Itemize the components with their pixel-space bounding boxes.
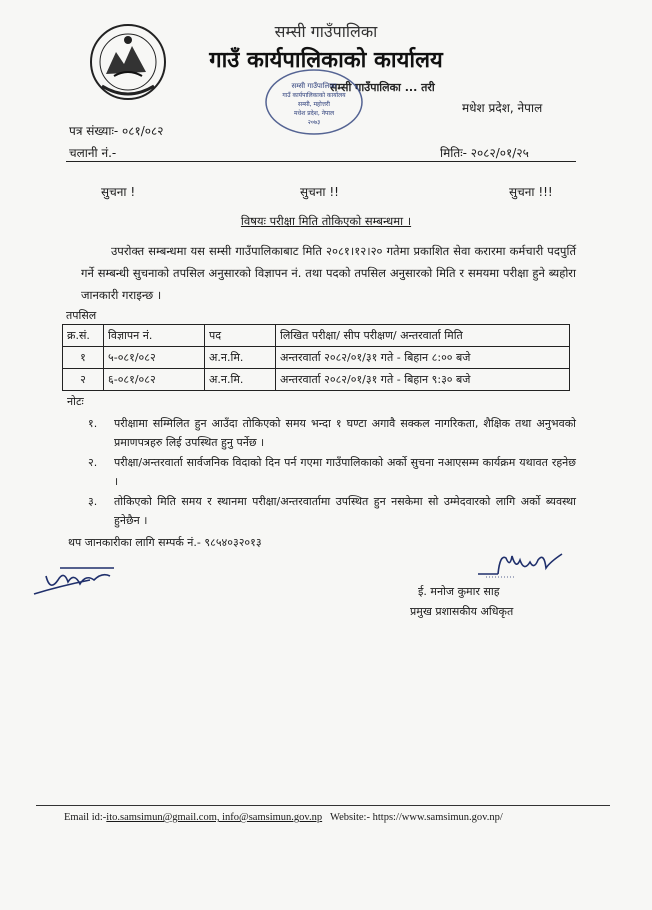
- notes-list: [88, 414, 576, 531]
- note-item: [88, 492, 576, 530]
- note-number: १.: [88, 417, 98, 430]
- website-label: Website:-: [330, 812, 370, 823]
- email-label: Email id:-: [64, 812, 107, 823]
- table-cell: अ.न.मि.: [205, 369, 276, 391]
- letter-date: मितिः- २०८२/०१/२५: [440, 146, 529, 160]
- subject-line: [0, 214, 652, 229]
- email-value[interactable]: ito.samsimun@gmail.com, info@samsimun.gov.np: [106, 812, 323, 823]
- notice-heading-3: सुचना !!!: [509, 185, 553, 199]
- table-cell: अ.न.मि.: [205, 347, 276, 369]
- table-header-cell: विज्ञापन नं.: [104, 325, 205, 347]
- table-caption: तपसिल: [66, 309, 97, 322]
- table-row: [63, 369, 570, 391]
- handwritten-mark: [30, 562, 130, 602]
- header-divider: [66, 161, 576, 162]
- notice-heading-2: सुचना !!: [300, 185, 339, 199]
- letter-number: पत्र संख्याः- ०८१/०८२: [69, 124, 164, 138]
- note-text: तोकिएको मिति समय र स्थानमा परीक्षा/अन्तरवार्तामा उपस्थित हुन नसकेमा सो उम्मेदवारको लागि अर्को ब्यवस्था हुनेछैन ।: [114, 495, 576, 527]
- stamp-line-1: सम्सी गाउँपालिका: [291, 82, 337, 90]
- body-paragraph: उपरोक्त सम्बन्धमा यस सम्सी गाउँपालिकाबाट मिति २०८१।१२।२० गतेमा प्रकाशित सेवा करारमा कर्मचारी पदपुर्ति गर्ने सम्बन्धी सुचनाको तपसिल अनुसारको विज्ञापन नं. तथा पदको तपसिल अनुसारको मिति र समयमा परीक्षा हुने ब्यहोरा जानकारी गराइन्छ ।: [81, 244, 576, 302]
- signer-name: ई. मनोज कुमार साह: [418, 585, 500, 598]
- subject-text: विषयः परीक्षा मिति तोकिएको सम्बन्धमा ।: [240, 214, 412, 228]
- footer-divider: [36, 805, 610, 806]
- table-header-cell: पद: [205, 325, 276, 347]
- table-header-row: [63, 325, 570, 347]
- contact-number: थप जानकारीका लागि सम्पर्क नं.- ९८५४०३२०१३: [68, 536, 262, 549]
- note-text: परीक्षा/अन्तरवार्ता सार्वजनिक विदाको दिन पर्न गएमा गाउँपालिकाको अर्को सुचना नआएसम्म कार्यक्रम यथावत रहनेछ ।: [114, 456, 576, 488]
- footer-contact: [64, 812, 503, 823]
- province: मधेश प्रदेश, नेपाल: [462, 101, 543, 115]
- note-item: [88, 453, 576, 491]
- table-row: [63, 347, 570, 369]
- signer-title: प्रमुख प्रशासकीय अधिकृत: [410, 605, 514, 618]
- exam-schedule-table: [62, 324, 570, 391]
- officer-signature: [476, 548, 566, 580]
- table-cell: ६-०८१/०८२: [104, 369, 205, 391]
- stamp-line-5: २०७३: [307, 119, 321, 126]
- table-cell: अन्तरवार्ता २०८२/०१/३१ गते - बिहान ८:०० बजे: [276, 347, 570, 369]
- table-cell: अन्तरवार्ता २०८२/०१/३१ गते - बिहान ९:३० बजे: [276, 369, 570, 391]
- office-stamp: [262, 66, 366, 138]
- table-header-cell: क्र.सं.: [63, 325, 104, 347]
- note-label: नोटः: [67, 395, 84, 408]
- municipality-name: सम्सी गाउँपालिका: [274, 22, 378, 41]
- table-cell: १: [63, 347, 104, 369]
- office-name: गाउँ कार्यपालिकाको कार्यालय: [209, 48, 443, 73]
- stamp-line-2: गाउँ कार्यपालिकाको कार्यालय: [282, 92, 346, 99]
- table-header-cell: लिखित परीक्षा/ सीप परीक्षण/ अन्तरवार्ता मिति: [276, 325, 570, 347]
- note-text: परीक्षामा सम्मिलित हुन आउँदा तोकिएको समय भन्दा १ घण्टा अगावै सक्कल नागरिकता, शैक्षिक तथा अनुभवको प्रमाणपत्रहरु लिई उपस्थित हुनु पर्नेछ ।: [114, 417, 576, 449]
- stamp-line-3: सम्सी, महोत्तरी: [298, 101, 330, 108]
- dispatch-number: चलानी नं.-: [69, 146, 117, 160]
- note-number: ३.: [88, 495, 98, 508]
- note-item: [88, 414, 576, 452]
- note-number: २.: [88, 456, 98, 469]
- table-cell: २: [63, 369, 104, 391]
- table-cell: ५-०८१/०८२: [104, 347, 205, 369]
- notice-heading-1: सुचना !: [101, 185, 136, 199]
- stamp-line-4: मधेश प्रदेश, नेपाल: [293, 110, 335, 117]
- website-value[interactable]: https://www.samsimun.gov.np/: [372, 812, 503, 823]
- stamp-overlay-text: सम्सी गाउँपालिका ... तरी: [330, 81, 435, 94]
